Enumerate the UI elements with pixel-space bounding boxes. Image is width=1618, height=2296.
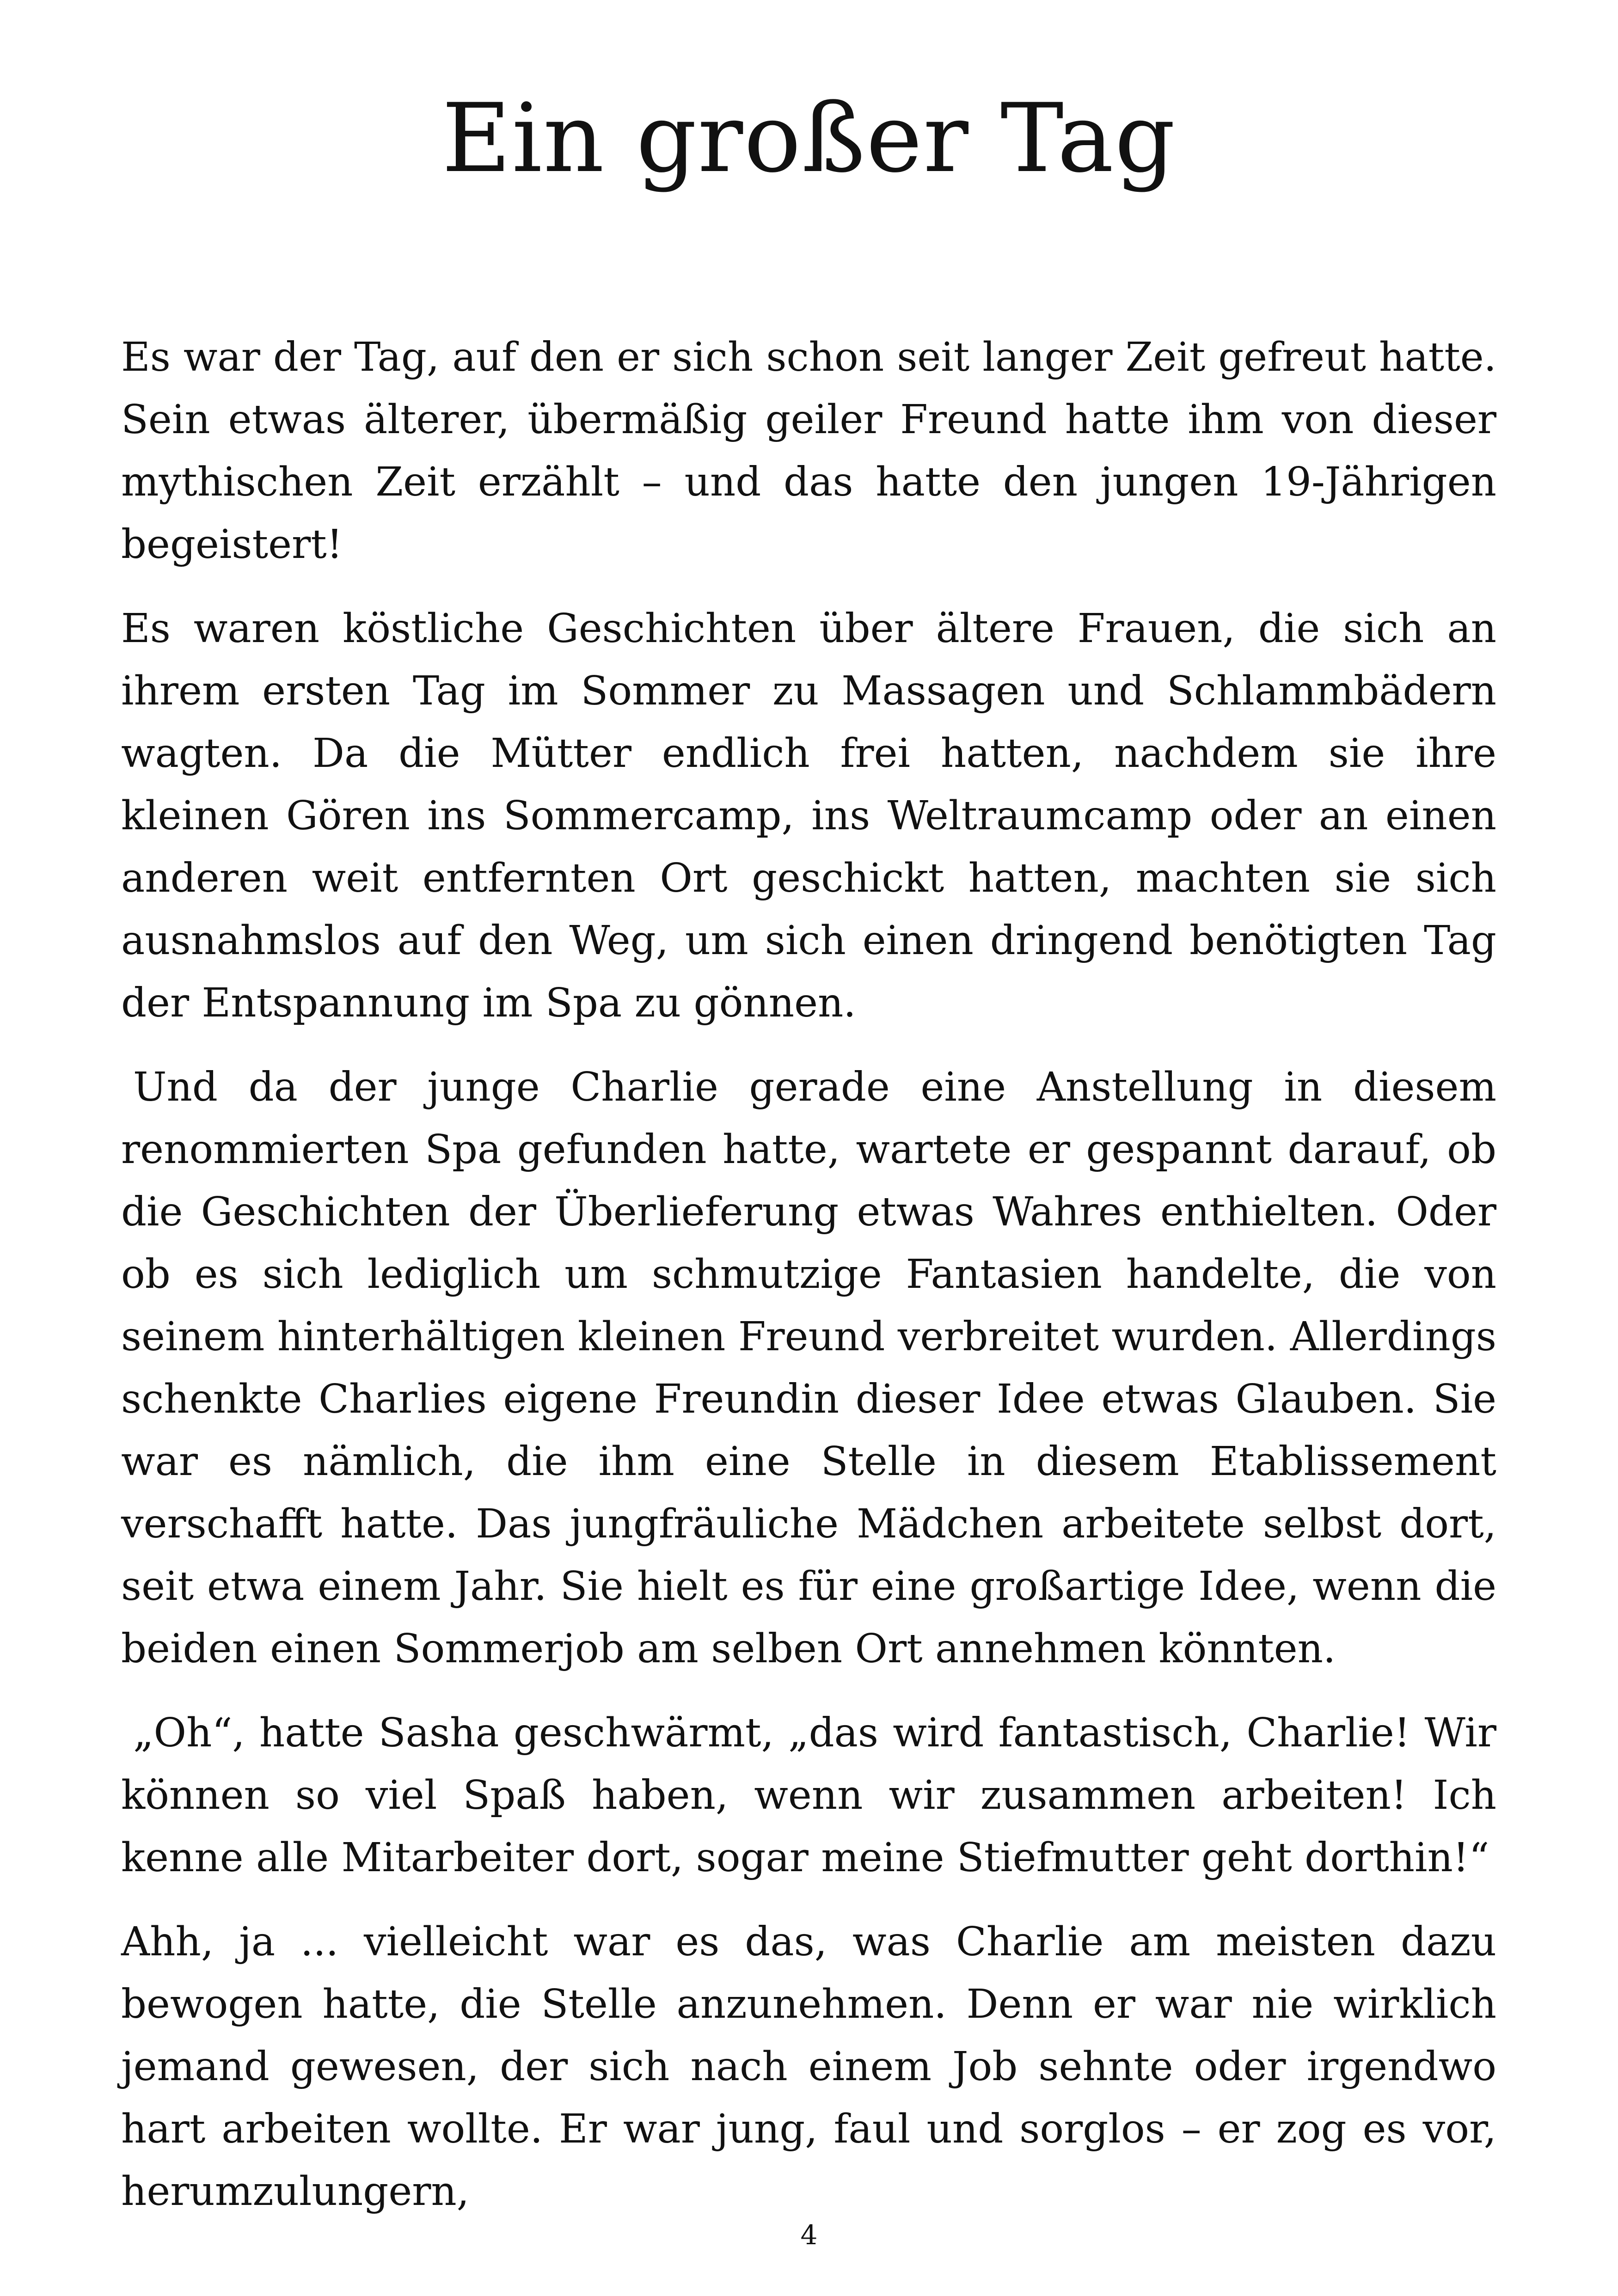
paragraph-1: Es war der Tag, auf den er sich schon seit langer Zeit gefreut hatte. Sein etwas älterer, übermäßig geiler Freund hatte ihm von dieser mythischen Zeit erzählt – und das hatte den jungen 19-Jährigen begeistert! <box>121 334 1496 568</box>
paragraph-3: Und da der junge Charlie gerade eine Anstellung in diesem renommierten Spa gefunden hatte, wartete er gespannt darauf, ob die Geschichten der Überlieferung etwas Wahres enthielten. Oder ob es sich lediglich um schmutzige Fantasien handelte, die von seinem hinterhältigen kleinen Freund verbreitet wurden. Allerdings schenkte Charlies eigene Freundin dieser Idee etwas Glauben. Sie war es nämlich, die ihm eine Stelle in diesem Etablissement verschafft hatte. Das jungfräuliche Mädchen arbeitete selbst dort, seit etwa einem Jahr. Sie hielt es für eine großartige Idee, wenn die beiden einen Sommerjob am selben Ort annehmen könnten. <box>121 1064 1496 1672</box>
chapter-title: Ein großer Tag <box>441 84 1177 194</box>
paragraph-5: Ahh, ja ... vielleicht war es das, was Charlie am meisten dazu bewogen hatte, die Stelle anzunehmen. Denn er war nie wirklich jemand gewesen, der sich nach einem Job sehnte oder irgendwo hart arbeiten wollte. Er war jung, faul und sorglos – er zog es vor, herumzulungern, <box>121 1919 1496 2215</box>
page-number: 4 <box>800 2219 818 2251</box>
chapter-body <box>121 326 1496 2245</box>
paragraph-4: „Oh“, hatte Sasha geschwärmt, „das wird fantastisch, Charlie! Wir können so viel Spaß haben, wenn wir zusammen arbeiten! Ich kenne alle Mitarbeiter dort, sogar meine Stiefmutter geht dorthin!“ <box>121 1710 1496 1881</box>
paragraph-2: Es waren köstliche Geschichten über ältere Frauen, die sich an ihrem ersten Tag im Sommer zu Massagen und Schlammbädern wagten. Da die Mütter endlich frei hatten, nachdem sie ihre kleinen Gören ins Sommercamp, ins Weltraumcamp oder an einen anderen weit entfernten Ort geschickt hatten, machten sie sich ausnahmslos auf den Weg, um sich einen dringend benötigten Tag der Entspannung im Spa zu gönnen. <box>121 606 1496 1026</box>
